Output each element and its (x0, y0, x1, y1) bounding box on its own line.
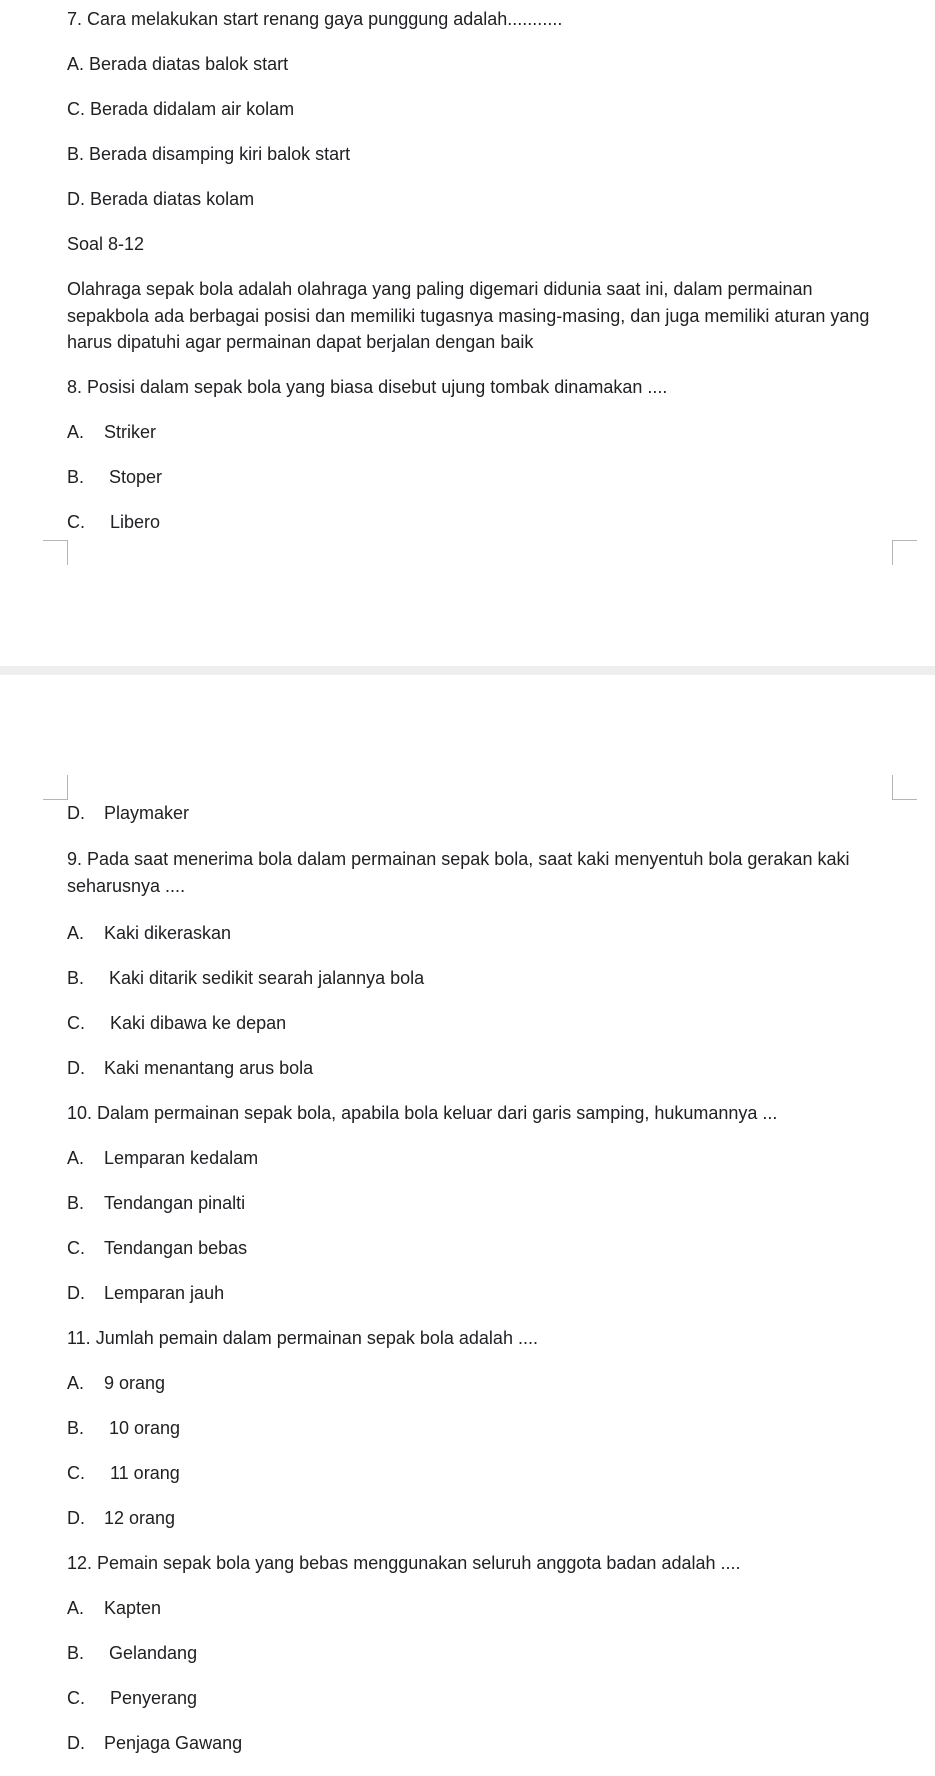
option-letter: A. (67, 1148, 85, 1168)
option-text: Penjaga Gawang (104, 1733, 243, 1753)
option-text: Kaki dikeraskan (104, 923, 232, 943)
option-letter: B. (67, 968, 85, 988)
q9-option-b (67, 965, 424, 991)
option-text: 9 orang (104, 1373, 166, 1393)
q11-option-a (67, 1370, 165, 1396)
option-letter: A. (67, 1373, 85, 1393)
option-letter: D. (67, 1283, 85, 1303)
q10-option-b (67, 1190, 245, 1216)
question-9: 9. Pada saat menerima bola dalam permainan sepak bola, saat kaki menyentuh bola gerakan kaki seharusnya .... (67, 849, 850, 896)
q12-option-d (67, 1730, 242, 1756)
q8-option-c (67, 509, 160, 535)
question-11: 11. Jumlah pemain dalam permainan sepak bola adalah .... (67, 1328, 538, 1348)
option-letter: C. (67, 1463, 85, 1483)
q11-option-d (67, 1505, 175, 1531)
option-letter: C. (67, 512, 85, 532)
question-7: 7. Cara melakukan start renang gaya punggung adalah........... (67, 9, 563, 29)
option-text: Kaki ditarik sedikit searah jalannya bola (109, 968, 425, 988)
option-letter: A. (67, 422, 85, 442)
option-letter: A. (67, 1598, 85, 1618)
page-separator (0, 666, 935, 675)
question-12: 12. Pemain sepak bola yang bebas menggunakan seluruh anggota badan adalah .... (67, 1553, 741, 1573)
option-letter: B. (67, 1193, 85, 1213)
q7-option: C. Berada didalam air kolam (67, 99, 295, 119)
q7-option: B. Berada disamping kiri balok start (67, 144, 351, 164)
option-text: 12 orang (104, 1508, 176, 1528)
page-margin-corner (892, 775, 917, 800)
q12-option-b (67, 1640, 197, 1666)
q12-option-a (67, 1595, 161, 1621)
option-text: Kaki menantang arus bola (104, 1058, 314, 1078)
section-heading: Soal 8-12 (67, 234, 145, 254)
q8-option-a (67, 419, 156, 445)
option-text: Lemparan kedalam (104, 1148, 259, 1168)
option-text: Gelandang (109, 1643, 198, 1663)
page-margin-corner (43, 540, 68, 565)
option-text: Lemparan jauh (104, 1283, 225, 1303)
q9-option-d (67, 1055, 313, 1081)
option-letter: D. (67, 1733, 85, 1753)
option-letter: D. (67, 803, 85, 823)
option-text: 11 orang (110, 1463, 180, 1483)
q11-option-c (67, 1460, 180, 1486)
question-10: 10. Dalam permainan sepak bola, apabila bola keluar dari garis samping, hukumannya ... (67, 1103, 778, 1123)
option-text: Penyerang (110, 1688, 198, 1708)
option-letter: C. (67, 1238, 85, 1258)
q10-option-a (67, 1145, 258, 1171)
q9-option-c (67, 1010, 286, 1036)
q11-option-b (67, 1415, 180, 1441)
option-text: Striker (104, 422, 157, 442)
option-text: Tendangan bebas (104, 1238, 248, 1258)
q10-option-c (67, 1235, 247, 1261)
section-intro: Olahraga sepak bola adalah olahraga yang paling digemari didunia saat ini, dalam permainan sepakbola ada berbagai posisi dan memiliki tugasnya masing-masing, dan juga memiliki aturan yang harus dipatuhi agar permainan dapat berjalan dengan baik (67, 279, 870, 352)
option-letter: D. (67, 1508, 85, 1528)
option-letter: C. (67, 1013, 85, 1033)
page-margin-corner (43, 775, 68, 800)
option-text: 10 orang (109, 1418, 181, 1438)
q9-option-a (67, 920, 231, 946)
document-page-1 (0, 0, 935, 666)
option-text: Kapten (104, 1598, 162, 1618)
document-page-2 (0, 675, 935, 1776)
q12-option-c (67, 1685, 197, 1711)
q7-option: A. Berada diatas balok start (67, 54, 289, 74)
option-letter: C. (67, 1688, 85, 1708)
option-letter: B. (67, 467, 85, 487)
option-letter: D. (67, 1058, 85, 1078)
option-letter: A. (67, 923, 85, 943)
question-8: 8. Posisi dalam sepak bola yang biasa disebut ujung tombak dinamakan .... (67, 377, 668, 397)
option-letter: B. (67, 1418, 85, 1438)
q7-option: D. Berada diatas kolam (67, 189, 255, 209)
option-text: Tendangan pinalti (104, 1193, 246, 1213)
page-margin-corner (892, 540, 917, 565)
q10-option-d (67, 1280, 224, 1306)
option-text: Playmaker (104, 803, 190, 823)
q8-option-d (67, 800, 189, 826)
option-text: Kaki dibawa ke depan (110, 1013, 287, 1033)
option-text: Libero (110, 512, 161, 532)
q8-option-b (67, 464, 162, 490)
option-letter: B. (67, 1643, 85, 1663)
option-text: Stoper (109, 467, 163, 487)
